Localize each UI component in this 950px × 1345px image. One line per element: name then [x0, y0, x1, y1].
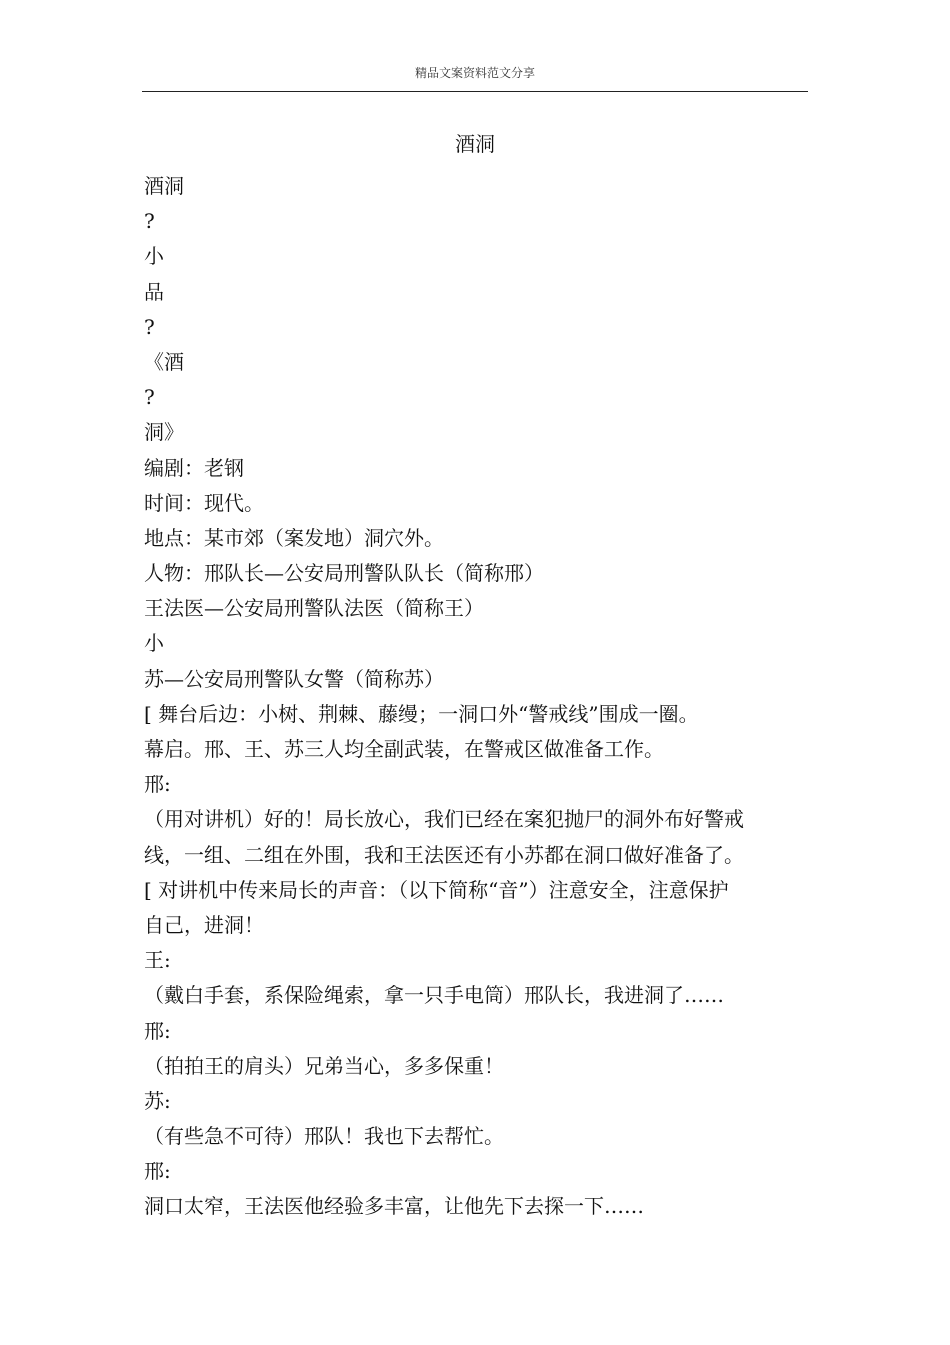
text-line: 邢: [144, 1018, 171, 1043]
text-line: ? [144, 209, 155, 234]
document-title: 酒洞 [455, 132, 495, 156]
text-line: 苏—公安局刑警队女警（简称苏） [144, 666, 444, 691]
text-line: ? [144, 314, 155, 339]
text-line: 酒洞 [144, 174, 184, 198]
text-line: （拍拍王的肩头）兄弟当心，多多保重！ [144, 1053, 504, 1078]
header-divider [142, 91, 808, 92]
text-line: （用对讲机）好的！局长放心，我们已经在案犯抛尸的洞外布好警戒 [144, 807, 744, 832]
text-line: 地点：某市郊（案发地）洞穴外。 [144, 525, 444, 550]
text-line: 小 [144, 631, 164, 656]
text-line: ? [144, 385, 155, 410]
text-line: 小 [144, 244, 164, 269]
text-line: 王: [144, 948, 171, 973]
page-header: 精品文案资料范文分享 [414, 66, 535, 80]
document-body [144, 169, 794, 1225]
text-line: 线，一组、二组在外围，我和王法医还有小苏都在洞口做好准备了。 [144, 842, 744, 867]
text-line: 苏: [144, 1088, 171, 1113]
text-line: [ 对讲机中传来局长的声音：（以下简称“音”）注意安全，注意保护 [144, 877, 729, 902]
text-line: 时间：现代。 [144, 490, 264, 515]
text-line: 幕启。邢、王、苏三人均全副武装，在警戒区做准备工作。 [144, 737, 664, 761]
text-line: 邢: [144, 1159, 171, 1184]
text-line: 自己，进洞！ [144, 912, 264, 937]
text-line: 品 [144, 279, 164, 304]
text-line: 人物：邢队长—公安局刑警队队长（简称邢） [144, 561, 544, 586]
text-line: （戴白手套，系保险绳索，拿一只手电筒）邢队长，我进洞了…… [144, 983, 724, 1008]
text-line: （有些急不可待）邢队！我也下去帮忙。 [144, 1124, 504, 1149]
text-line: 洞口太窄，王法医他经验多丰富，让他先下去探一下…… [144, 1194, 644, 1219]
text-line: [ 舞台后边：小树、荆棘、藤缦；一洞口外“警戒线”围成一圈。 [144, 701, 699, 726]
text-line: 邢: [144, 772, 171, 797]
text-line: 洞》 [144, 420, 184, 445]
text-line: 编剧：老钢 [144, 455, 244, 480]
text-line: 王法医—公安局刑警队法医（简称王） [144, 596, 484, 621]
text-line: 《酒 [144, 349, 184, 374]
